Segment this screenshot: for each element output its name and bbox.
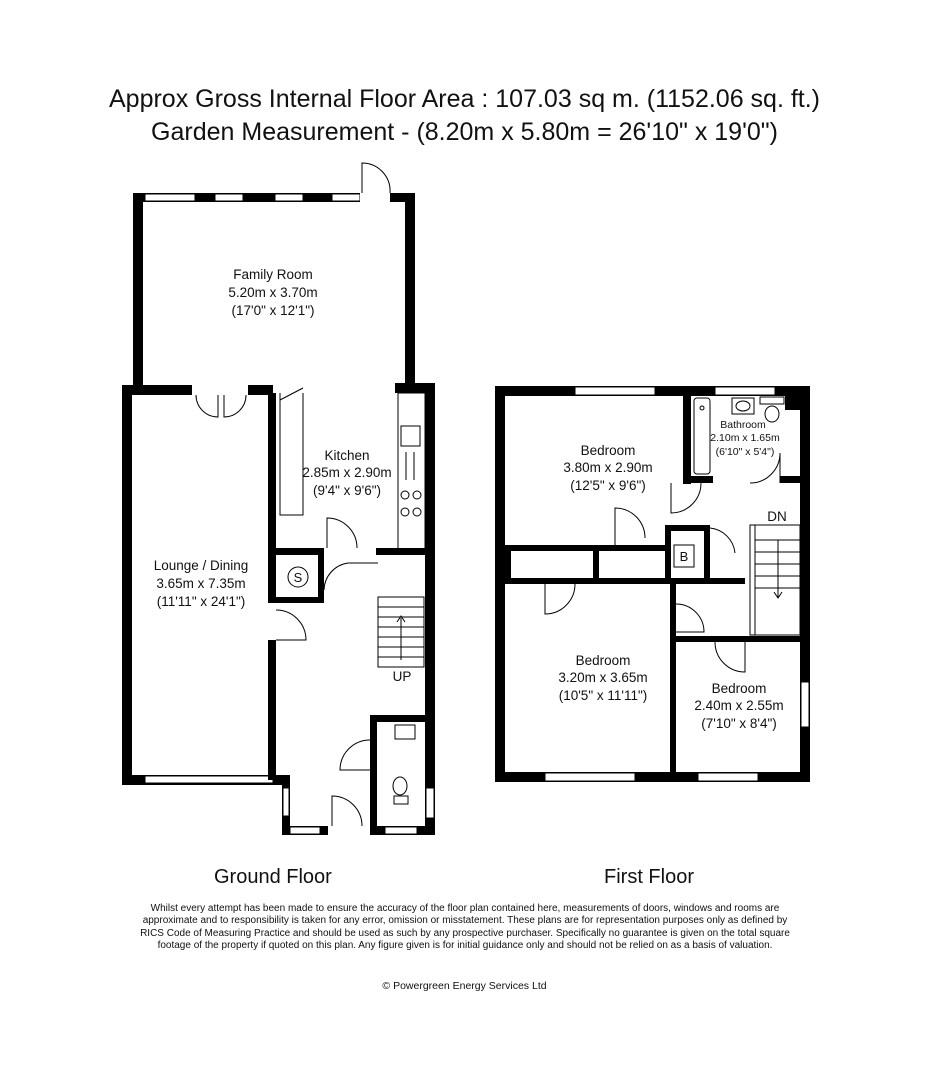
door-swing: [362, 163, 390, 193]
toilet: [393, 777, 407, 795]
window: [275, 194, 303, 201]
window: [545, 773, 635, 781]
staircase: [750, 525, 800, 635]
family-room-imperial: (17'0" x 12'1"): [231, 303, 315, 318]
toilet: [765, 406, 779, 422]
wall: [370, 715, 377, 835]
wall: [122, 385, 192, 395]
bathroom-basin: [732, 398, 754, 414]
wc-basin: [395, 725, 415, 739]
wall: [676, 636, 800, 642]
wall: [370, 715, 435, 722]
bedroom1-name: Bedroom: [580, 443, 636, 458]
wall: [670, 584, 676, 776]
hob-ring: [413, 508, 421, 516]
window: [575, 387, 655, 395]
bedroom3-metric: 2.40m x 2.55m: [694, 698, 784, 713]
bath-tap: [700, 406, 704, 410]
window: [290, 827, 320, 834]
family-room-east-wall: [405, 193, 415, 388]
ground-floor-plan: [122, 163, 435, 835]
hob-ring: [413, 491, 421, 499]
wall: [665, 525, 710, 531]
window: [426, 788, 434, 818]
sink: [401, 426, 420, 446]
wall: [276, 548, 324, 555]
window: [801, 682, 809, 727]
lounge-name: Lounge / Dining: [153, 558, 249, 573]
floor-area-title: Approx Gross Internal Floor Area : 107.03 sq m. (1152.06 sq. ft.): [109, 85, 820, 113]
bathroom-west-wall: [683, 396, 691, 484]
family-room-name: Family Room: [233, 267, 313, 282]
door-swing: [327, 518, 357, 548]
window: [145, 776, 273, 783]
window: [283, 788, 289, 816]
bedroom2-name: Bedroom: [575, 653, 631, 668]
first-floor-west-wall: [495, 386, 505, 782]
window: [715, 387, 775, 395]
wall: [505, 545, 671, 551]
first-floor-plan: [495, 386, 810, 782]
door-swing: [710, 528, 735, 553]
wall: [704, 525, 710, 584]
bedroom3-name: Bedroom: [711, 681, 767, 696]
bedroom2-metric: 3.20m x 3.65m: [558, 670, 648, 685]
window: [215, 194, 243, 201]
bathroom-south-wall: [780, 476, 802, 483]
bedroom2-imperial: (10'5" x 11'11"): [558, 688, 648, 703]
toilet-cistern: [760, 397, 784, 404]
wall: [276, 597, 324, 603]
wall: [318, 555, 324, 600]
stairs-down-label: DN: [767, 509, 787, 524]
lounge-imperial: (11'11" x 24'1"): [156, 594, 246, 609]
kitchen-units: [398, 393, 425, 551]
kitchen-worktop: [280, 388, 303, 400]
bathroom-imperial: (6'10" x 5'4"): [715, 446, 775, 458]
disclaimer-text: Whilst every attempt has been made to ensure the accuracy of the floor plan contained here, measurements of doors, windows and rooms are approximate and to responsibility is taken for any error, omission or misstatement. These plans are for representation purposes only as defined by RICS Code of Measuring Practice and should be used as such by any prospective purchaser. Specifically no guarantee is given on the total square footage of the property if quoted on this plan. Any figure given is for initial guidance only and should not be relied on as a basis of valuation.: [140, 903, 790, 951]
door-swing: [545, 584, 575, 614]
bath: [694, 398, 710, 474]
kitchen-name: Kitchen: [324, 448, 370, 463]
door-swing: [671, 483, 701, 513]
door-swing: [276, 610, 306, 640]
window: [385, 827, 417, 834]
store-label: S: [293, 570, 303, 585]
bathroom-metric: 2.10m x 1.65m: [710, 432, 780, 444]
door-swing: [715, 642, 745, 672]
stairs-up-label: UP: [392, 669, 412, 684]
first-floor-label: First Floor: [604, 866, 694, 888]
door-swing: [676, 604, 704, 632]
door-swing: [615, 508, 645, 545]
boiler-label: B: [679, 549, 689, 564]
garden-measurement-title: Garden Measurement - (8.20m x 5.80m = 26'10" x 19'0"): [151, 118, 778, 146]
bathroom-name: Bathroom: [720, 419, 766, 431]
ground-floor-label: Ground Floor: [214, 866, 332, 888]
window: [332, 194, 360, 201]
toilet-cistern: [394, 796, 408, 804]
copyright-text: © Powergreen Energy Services Ltd: [382, 980, 547, 992]
kitchen-east-wall: [425, 383, 435, 553]
family-room-west-wall: [133, 193, 143, 393]
door-opening: [360, 193, 390, 202]
kitchen-worktop: [280, 393, 303, 515]
lounge-metric: 3.65m x 7.35m: [156, 576, 246, 591]
door-swing: [324, 563, 378, 590]
window: [698, 773, 758, 781]
double-door-swing: [196, 395, 246, 417]
hall-east-wall: [425, 553, 435, 785]
bathroom-south-wall: [683, 476, 713, 483]
lounge-west-wall: [122, 385, 132, 785]
wall: [785, 396, 802, 410]
hob-ring: [401, 508, 409, 516]
wall: [593, 545, 599, 584]
kitchen-metric: 2.85m x 2.90m: [302, 465, 392, 480]
bedroom3-imperial: (7'10" x 8'4"): [701, 716, 777, 731]
bathroom-basin: [736, 401, 750, 411]
door-swing: [332, 796, 362, 826]
door-swing: [340, 740, 370, 770]
lounge-east-wall: [268, 393, 276, 603]
hob-ring: [401, 491, 409, 499]
lounge-east-wall: [268, 640, 276, 780]
bedroom1-metric: 3.80m x 2.90m: [563, 460, 653, 475]
window: [145, 194, 195, 201]
wall: [665, 525, 671, 584]
wall: [505, 548, 511, 584]
bedroom1-imperial: (12'5" x 9'6"): [570, 478, 646, 493]
kitchen-imperial: (9'4" x 9'6"): [312, 483, 382, 498]
first-floor-south-wall: [495, 772, 810, 782]
family-room-metric: 5.20m x 3.70m: [228, 285, 318, 300]
